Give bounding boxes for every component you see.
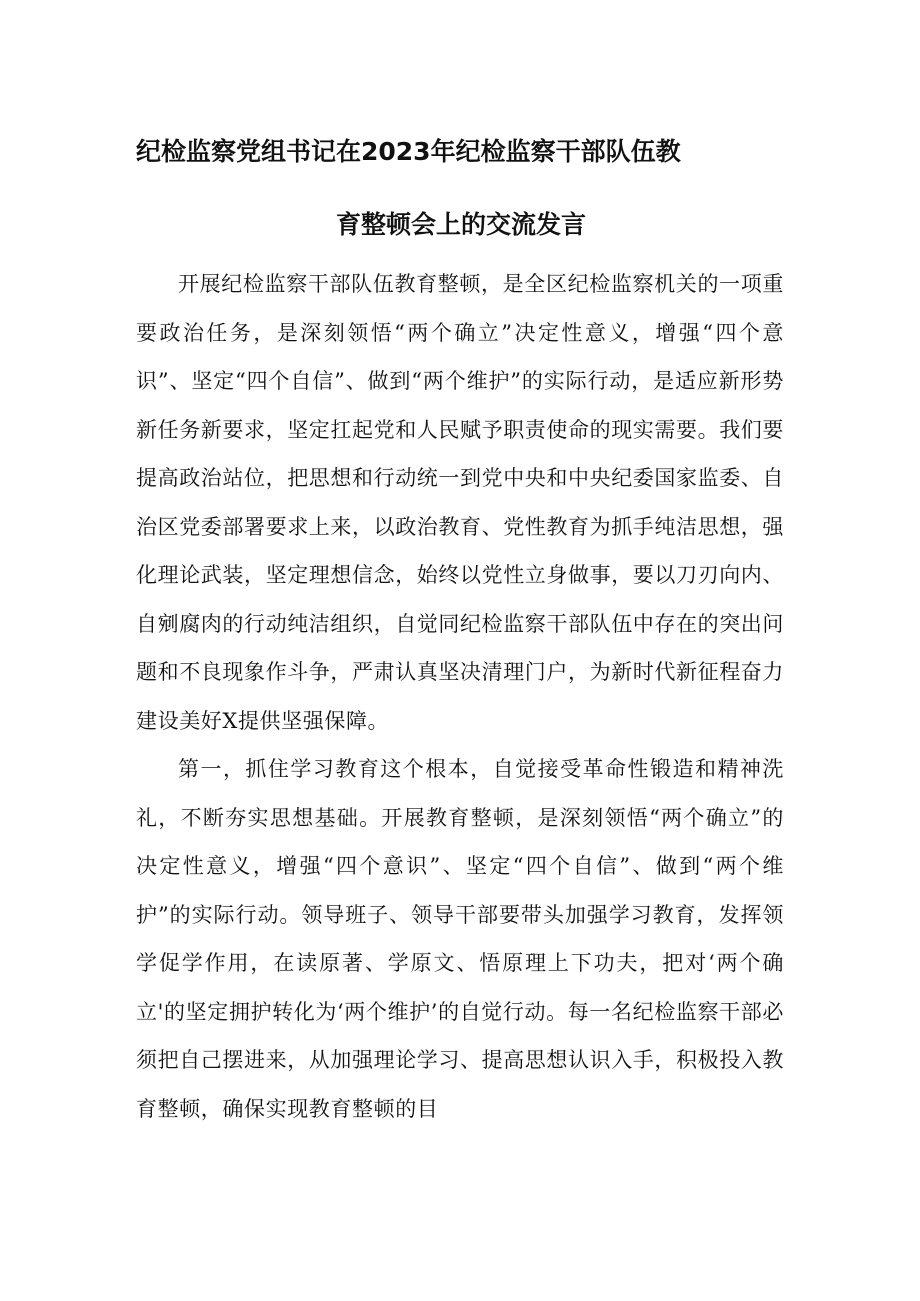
body-paragraph-first-point: 第一，抓住学习教育这个根本，自觉接受革命性锻造和精神洗礼，不断夯实思想基础。开展教育整顿，是深刻领悟“两个确立”的决定性意义，增强“四个意识”、坚定“四个自信”、做到“两个维护”的实际行动。领导班子、领导干部要带头加强学习教育，发挥领学促学作用，在读原著、学原文、悟原理上下功夫，把对‘两个确立'的坚定拥护转化为‘两个维护’的自觉行动。每一名纪检监察干部必须把自己摆进来，从加强理论学习、提高思想认识入手，积极投入教育整顿，确保实现教育整顿的目 xyxy=(136,757,784,1121)
document-title-line-1: 纪检监察党组书记在2023年纪检监察干部队伍教 xyxy=(136,137,681,166)
document-title-line-2: 育整顿会上的交流发言 xyxy=(335,210,586,239)
body-paragraph-intro: 开展纪检监察干部队伍教育整顿，是全区纪检监察机关的一项重要政治任务，是深刻领悟“两个确立”决定性意义，增强“四个意识”、坚定“四个自信”、做到“两个维护”的实际行动，是适应新形势新任务新要求，坚定扛起党和人民赋予职责使命的现实需要。我们要提高政治站位，把思想和行动统一到党中央和中央纪委国家监委、自治区党委部署要求上来，以政治教育、党性教育为抓手纯洁思想，强化理论武装，坚定理想信念，始终以党性立身做事，要以刀刃向内、自剜腐肉的行动纯洁组织，自觉同纪检监察干部队伍中存在的突出问题和不良现象作斗争，严肃认真坚决清理门户，为新时代新征程奋力建设美好X提供坚强保障。 xyxy=(136,272,784,733)
document-body xyxy=(136,260,784,1133)
